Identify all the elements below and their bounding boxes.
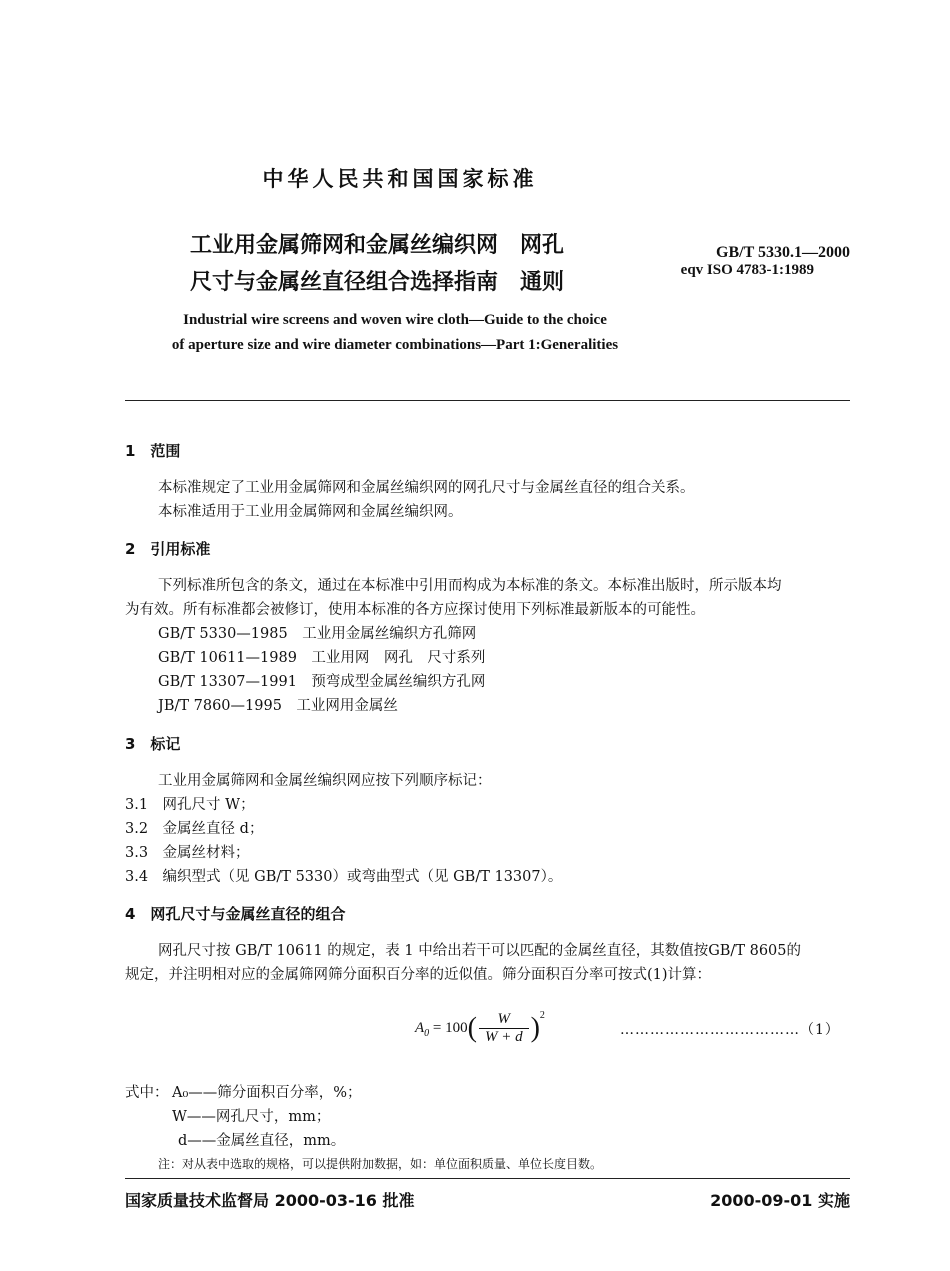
formula-lhs: A <box>415 1020 425 1036</box>
section-3-heading: 3 标记 <box>125 735 181 753</box>
section-1-paragraph-1: 本标准规定了工业用金属筛网和金属丝编织网的网孔尺寸与金属丝直径的组合关系。 <box>158 480 695 496</box>
formula-exponent: 2 <box>539 1010 545 1021</box>
area-percentage-formula: $A_0 = 100$( $\frac{W}{W + d}$ )$^2$ <box>415 1010 545 1046</box>
reference-item: GB/T 5330—1985 工业用金属丝编织方孔筛网 <box>158 626 477 642</box>
formula-denominator: W + d <box>484 1029 523 1046</box>
formula-fraction <box>479 1011 529 1046</box>
marking-item: 3.3 金属丝材料； <box>125 845 250 861</box>
marking-item: 3.1 网孔尺寸 W； <box>125 797 255 813</box>
where-line: d——金属丝直径，mm。 <box>178 1133 346 1149</box>
national-standard-title: 中华人民共和国国家标准 <box>262 167 538 191</box>
standard-number: GB/T 5330.1—2000 <box>716 244 850 261</box>
section-4-heading: 4 网孔尺寸与金属丝直径的组合 <box>125 905 346 923</box>
section-4-paragraph-line1: 网孔尺寸按 GB/T 10611 的规定，表 1 中给出若干可以匹配的金属丝直径，其数值按GB/T 8605的 <box>158 943 801 959</box>
where-line: W——网孔尺寸，mm； <box>172 1109 331 1125</box>
formula-numerator: W <box>479 1011 529 1029</box>
section-2-paragraph-line1: 下列标准所包含的条文，通过在本标准中引用而构成为本标准的条文。本标准出版时，所示版本均 <box>158 578 782 594</box>
formula-number: （1） <box>800 1022 840 1038</box>
formula-leader: ………………………………（1） <box>620 1022 840 1038</box>
formula-lhs-subscript: 0 <box>424 1028 430 1039</box>
marking-item: 3.4 编织型式（见 GB/T 5330）或弯曲型式（见 GB/T 13307）。 <box>125 869 563 885</box>
where-label: 式中： <box>125 1085 169 1101</box>
reference-item: GB/T 10611—1989 工业用网 网孔 尺寸系列 <box>158 650 486 666</box>
en-title-line1: Industrial wire screens and woven wire cloth—Guide to the choice <box>183 312 607 328</box>
standard-equivalence: eqv ISO 4783-1:1989 <box>680 262 814 278</box>
implementation-date: 2000-09-01 实施 <box>710 1191 850 1210</box>
approval-date: 国家质量技术监督局 2000-03-16 批准 <box>125 1191 415 1210</box>
section-2-paragraph-line2: 为有效。所有标准都会被修订，使用本标准的各方应探讨使用下列标准最新版本的可能性。 <box>125 602 705 618</box>
footer-divider <box>125 1178 850 1179</box>
cn-title-line1: 工业用金属筛网和金属丝编织网 网孔 <box>190 233 565 258</box>
reference-item: JB/T 7860—1995 工业网用金属丝 <box>158 698 398 714</box>
en-title-line2: of aperture size and wire diameter combinations—Part 1:Generalities <box>171 337 619 353</box>
section-1-heading: 1 范围 <box>125 442 181 460</box>
formula-coefficient: = 100 <box>432 1020 468 1036</box>
section-4-paragraph-line2: 规定，并注明相对应的金属筛网筛分面积百分率的近似值。筛分面积百分率可按式(1)计算： <box>125 967 712 983</box>
section-2-heading: 2 引用标准 <box>125 540 211 558</box>
cn-title-line2: 尺寸与金属丝直径组合选择指南 通则 <box>190 270 565 295</box>
where-line: A₀——筛分面积百分率，%； <box>172 1085 362 1101</box>
reference-item: GB/T 13307—1991 预弯成型金属丝编织方孔网 <box>158 674 486 690</box>
section-1-paragraph-2: 本标准适用于工业用金属筛网和金属丝编织网。 <box>158 504 463 520</box>
section-4-note: 注：对从表中选取的规格，可以提供附加数据，如：单位面积质量、单位长度目数。 <box>158 1157 603 1171</box>
section-3-intro: 工业用金属筛网和金属丝编织网应按下列顺序标记： <box>158 773 492 789</box>
header-divider <box>125 400 850 401</box>
marking-item: 3.2 金属丝直径 d； <box>125 821 264 837</box>
